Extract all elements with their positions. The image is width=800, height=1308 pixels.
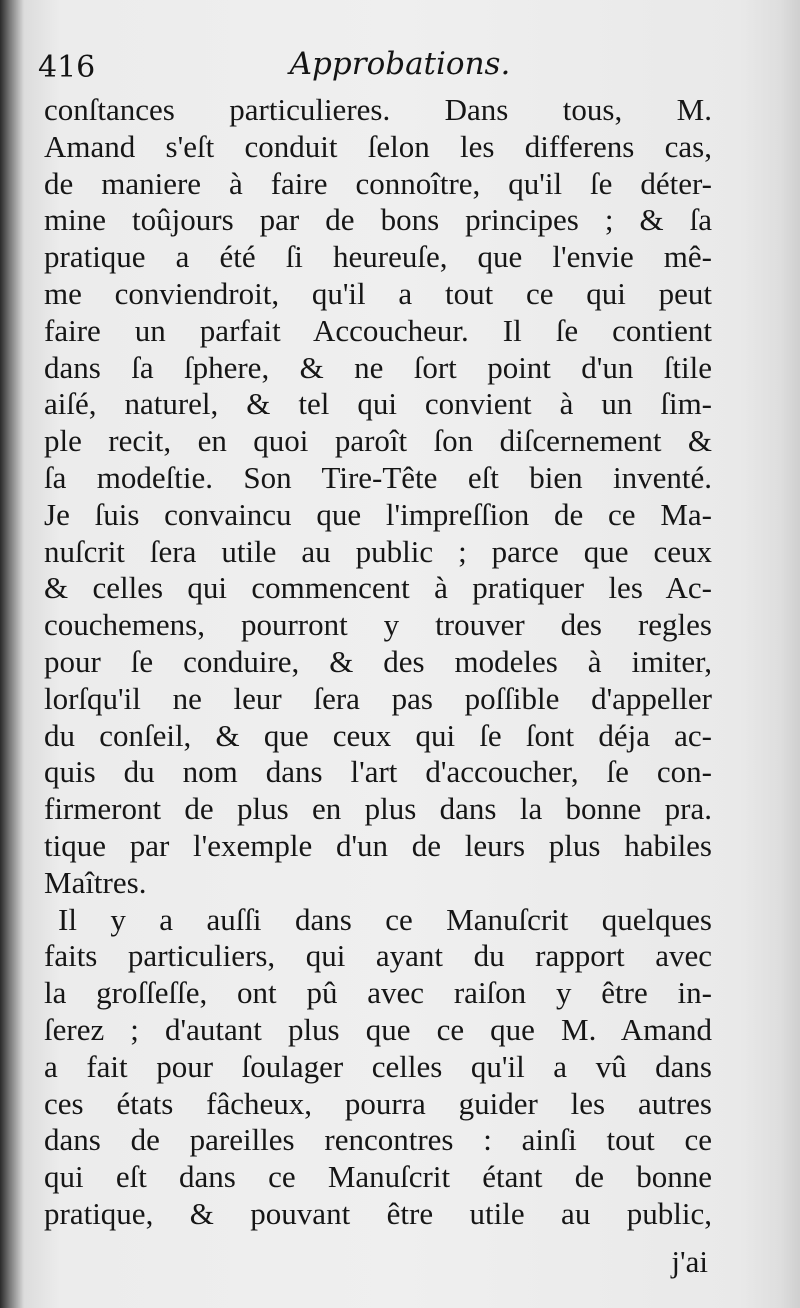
text-line: nuſcrit ſera utile au public ; parce que ceux [44,533,712,569]
text-line: pour ſe conduire, & des modeles à imiter, [44,643,712,679]
text-line: dans de pareilles rencontres : ainſi tout ce [44,1122,712,1158]
text-line: Maîtres. [44,864,147,900]
text-line: quis du nom dans l'art d'accoucher, ſe con- [44,754,712,790]
text-line: a fait pour ſoulager celles qu'il a vû dans [44,1048,712,1084]
text-line: faits particuliers, qui ayant du rapport avec [44,938,712,974]
text-line: aiſé, naturel, & tel qui convient à un ſim- [44,386,712,422]
text-line: ſa modeſtie. Son Tire-Tête eſt bien inventé. [44,459,712,495]
running-head: Approbations. [289,46,511,82]
text-line: la groſſeſſe, ont pû avec raiſon y être in- [44,975,712,1011]
text-line: mine toûjours par de bons principes ; & ſa [44,202,712,238]
text-line: firmeront de plus en plus dans la bonne pra. [44,791,712,827]
text-line: lorſqu'il ne leur ſera pas poſſible d'appeller [44,680,712,716]
text-line: faire un parfait Accoucheur. Il ſe contient [44,312,712,348]
text-line: Amand s'eſt conduit ſelon les differens cas, [44,128,712,164]
text-line: de maniere à faire connoître, qu'il ſe déter- [44,165,712,201]
text-line: Je ſuis convaincu que l'impreſſion de ce Ma- [44,496,712,532]
page-number: 416 [38,50,96,85]
text-line: pratique a été ſi heureuſe, que l'envie mê- [44,239,712,275]
text-line: & celles qui commencent à pratiquer les Ac- [44,570,712,606]
body-text [44,92,712,1233]
text-line: ces états fâcheux, pourra guider les autres [44,1085,712,1121]
text-line: pratique, & pouvant être utile au public, [44,1195,712,1231]
text-line: me conviendroit, qu'il a tout ce qui peut [44,275,712,311]
text-line: dans ſa ſphere, & ne ſort point d'un ſtile [44,349,712,385]
text-line: qui eſt dans ce Manuſcrit étant de bonne [44,1159,712,1195]
text-line: conſtances particulieres. Dans tous, M. [44,92,712,127]
text-line: tique par l'exemple d'un de leurs plus habiles [44,827,712,863]
text-line: ſerez ; d'autant plus que ce que M. Amand [44,1011,712,1047]
text-line: ple recit, en quoi paroît ſon diſcernement & [44,423,712,459]
text-line: couchemens, pourront y trouver des regles [44,607,712,643]
catchword: j'ai [671,1244,708,1279]
text-line: du conſeil, & que ceux qui ſe ſont déja ac- [44,717,712,753]
text-line: Il y a auſſi dans ce Manuſcrit quelques [58,901,712,937]
